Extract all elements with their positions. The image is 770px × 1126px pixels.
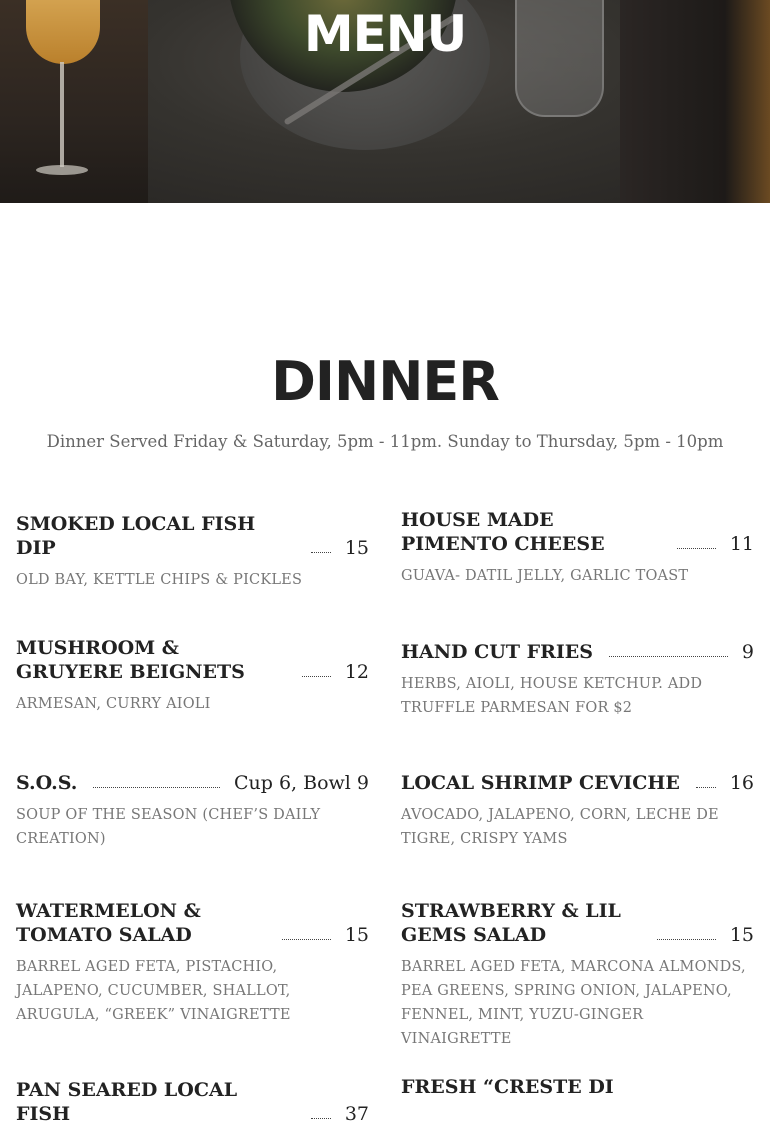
item-price: 15 xyxy=(729,924,754,946)
item-name: PAN SEARED LOCAL FISH xyxy=(16,1079,238,1125)
item-description: AVOCADO, JALAPENO, CORN, LECHE DE TIGRE, CRISPY YAMS xyxy=(401,807,719,847)
leader-dots xyxy=(302,676,331,677)
leader-dots xyxy=(677,548,716,549)
leader-dots xyxy=(93,787,220,788)
section-title: DINNER xyxy=(271,350,499,413)
leader-dots xyxy=(657,939,716,940)
item-description: GUAVA- DATIL JELLY, GARLIC TOAST xyxy=(401,568,689,584)
item-description: ARMESAN, CURRY AIOLI xyxy=(16,696,211,712)
menu-item xyxy=(16,636,369,716)
item-price: 15 xyxy=(344,537,369,559)
item-name: HOUSE MADE PIMENTO CHEESE xyxy=(401,509,605,555)
item-name: SMOKED LOCAL FISH DIP xyxy=(16,513,256,559)
hero-title: MENU xyxy=(303,5,467,63)
item-name: MUSHROOM & GRUYERE BEIGNETS xyxy=(16,637,245,683)
menu-item xyxy=(16,771,369,851)
leader-dots xyxy=(311,1118,331,1119)
item-name: FRESH “CRESTE DI xyxy=(401,1076,614,1098)
item-price: 16 xyxy=(729,772,754,794)
item-description: SOUP OF THE SEASON (CHEF’S DAILY CREATION) xyxy=(16,807,321,847)
item-price: 37 xyxy=(344,1103,369,1125)
menu-item xyxy=(401,1075,754,1099)
item-name: HAND CUT FRIES xyxy=(401,641,593,663)
item-name: S.O.S. xyxy=(16,772,78,794)
item-description: BARREL AGED FETA, MARCONA ALMONDS, PEA GREENS, SPRING ONION, JALAPENO, FENNEL, MINT, YUZU-GINGER VINAIGRETTE xyxy=(401,959,746,1047)
menu-item xyxy=(401,640,754,720)
item-name: LOCAL SHRIMP CEVICHE xyxy=(401,772,680,794)
item-description: OLD BAY, KETTLE CHIPS & PICKLES xyxy=(16,572,303,588)
item-price: 11 xyxy=(729,533,754,555)
menu-item xyxy=(401,899,754,1051)
menu-item xyxy=(401,508,754,588)
leader-dots xyxy=(282,939,331,940)
leader-dots xyxy=(696,787,716,788)
item-description: BARREL AGED FETA, PISTACHIO, JALAPENO, CUCUMBER, SHALLOT, ARUGULA, “GREEK” VINAIGRETTE xyxy=(16,959,291,1023)
item-price: 12 xyxy=(344,661,369,683)
menu-item xyxy=(401,771,754,851)
hero-banner xyxy=(0,0,770,203)
item-name: WATERMELON & TOMATO SALAD xyxy=(16,900,201,946)
item-price: Cup 6, Bowl 9 xyxy=(233,772,369,794)
item-description: HERBS, AIOLI, HOUSE KETCHUP. ADD TRUFFLE PARMESAN FOR $2 xyxy=(401,676,703,716)
service-hours: Dinner Served Friday & Saturday, 5pm - 11pm. Sunday to Thursday, 5pm - 10pm xyxy=(46,432,724,451)
item-price: 15 xyxy=(344,924,369,946)
menu-item xyxy=(16,899,369,1027)
item-name: STRAWBERRY & LIL GEMS SALAD xyxy=(401,900,621,946)
menu-item xyxy=(16,512,369,592)
menu-item xyxy=(16,1078,369,1126)
glass-stem-image xyxy=(60,62,64,167)
leader-dots xyxy=(311,552,331,553)
leader-dots xyxy=(609,656,728,657)
glass-foot-image xyxy=(36,165,88,175)
item-price: 9 xyxy=(741,641,754,663)
